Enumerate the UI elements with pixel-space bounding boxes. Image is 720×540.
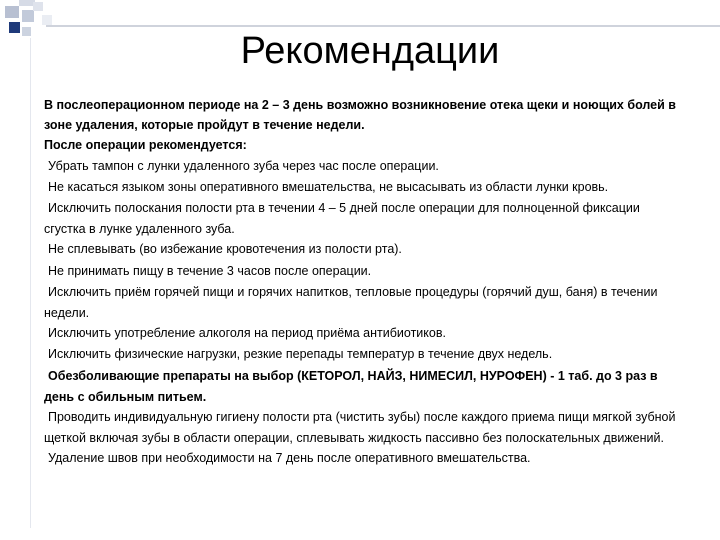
list-item: Исключить употребление алкоголя на период приёма антибиотиков. [48,326,446,341]
page-title: Рекомендации [240,30,500,72]
decor-square [42,15,52,25]
decor-square [22,10,34,22]
recommendations-body [44,95,684,470]
list-item: Исключить полоскания полости рта в течении 4 – 5 дней после операции для полноценной фиксации сгустка в лунке удаленного зуба. [44,201,640,237]
list-item: Исключить физические нагрузки, резкие перепады температур в течение двух недель. [48,347,553,362]
list-item: Исключить приём горячей пищи и горячих напитков, тепловые процедуры (горячий душ, баня) в течении недели. [44,284,658,321]
list-item: Не касаться языком зоны оперативного вмешательства, не высасывать из области лунки кровь. [48,179,609,194]
intro-text: В послеоперационном периоде на 2 – 3 день возможно возникновение отека щеки и ноющих болей в зоне удаления, которые пройдут в течение недели. [44,98,676,133]
after-heading: После операции рекомендуется: [44,138,247,153]
list-item: Убрать тампон с лунки удаленного зуба через час после операции. [48,158,439,173]
list-item: Обезболивающие препараты на выбор (КЕТОРОЛ, НАЙЗ, НИМЕСИЛ, НУРОФЕН) - 1 таб. до 3 раз в день с обильным питьем. [44,368,658,404]
list-item: Проводить индивидуальную гигиену полости рта (чистить зубы) после каждого приема пищи мягкой зубной щеткой включая зубы в области операции, сплевывать жидкость пассивно без полоскательных движений. [44,410,676,446]
list-item: Не принимать пищу в течение 3 часов после операции. [48,263,372,278]
decor-vertical-line [30,38,31,528]
list-item: Не сплевывать (во избежание кровотечения из полости рта). [48,242,402,257]
decor-square [33,2,43,11]
decor-horizontal-line [46,25,720,27]
decor-square [5,6,19,18]
list-item: Удаление швов при необходимости на 7 день после оперативного вмешательства. [48,451,531,466]
